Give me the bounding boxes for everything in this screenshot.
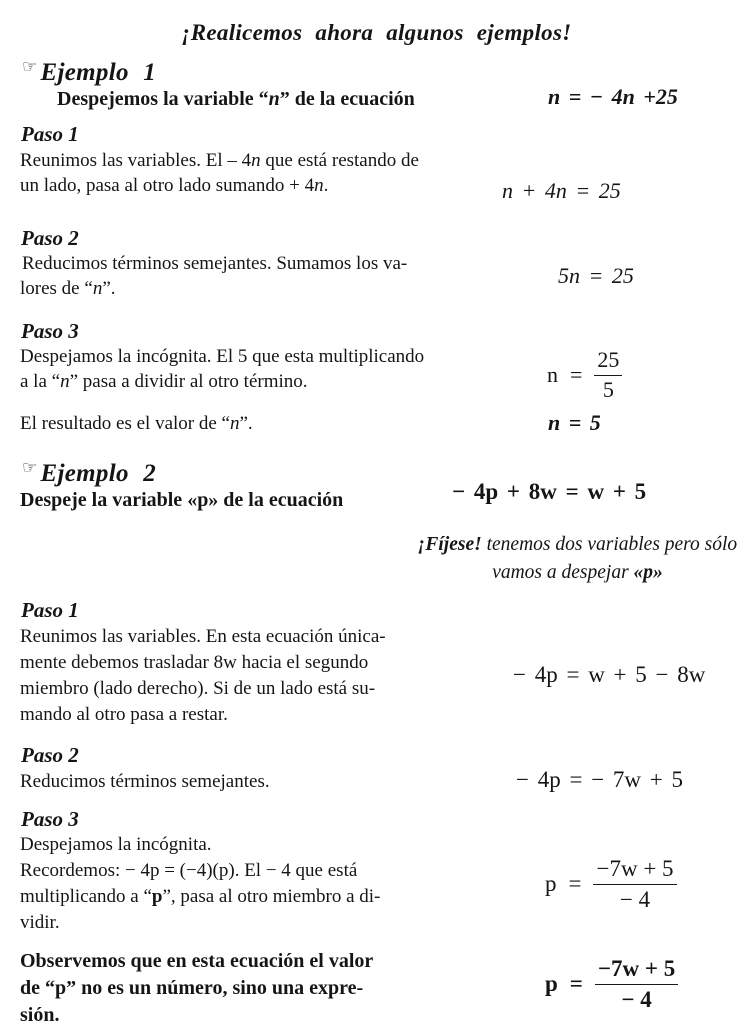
example2-paso2-text: Reducimos términos semejantes. (20, 771, 270, 792)
text-segment: . (323, 175, 329, 196)
example1-paso3-equation (547, 348, 622, 402)
page-title: ¡Realicemos ahora algunos ejemplos! (181, 20, 572, 45)
example1-heading-label: Ejemplo 1 (40, 59, 157, 86)
text-line: Recordemos: − 4p = (−4)(p). El − 4 que está (20, 860, 358, 881)
text-segment: que está restando de (260, 150, 419, 171)
variable-n: n (251, 150, 261, 171)
variable-n: n (92, 278, 103, 299)
fraction-numerator: −7w + 5 (597, 956, 676, 981)
example1-paso2-label: Paso 2 (21, 226, 79, 250)
example2-paso2-equation: − 4p = − 7w + 5 (516, 767, 683, 792)
example2-paso1-label: Paso 1 (21, 598, 79, 622)
fraction (594, 348, 622, 402)
text-line: sión. (20, 1004, 60, 1024)
text-segment: El resultado es el valor de “ (20, 413, 230, 434)
text-segment: lores de “ (20, 278, 93, 299)
example1-intro (57, 88, 415, 111)
text-line: Reunimos las variables. En esta ecuación única- (20, 626, 386, 647)
example1-intro-post: ” de la ecuación (279, 88, 415, 110)
fraction-denominator: − 4 (593, 884, 676, 913)
example2-paso2-label: Paso 2 (21, 743, 79, 767)
fraction-numerator: 25 (597, 347, 620, 372)
example2-paso1-text (20, 624, 386, 728)
text-line: mente debemos trasladar 8w hacia el segundo (20, 652, 369, 673)
text-line: vidir. (20, 912, 60, 933)
text-segment: ”. (102, 278, 116, 299)
example1-result-equation: n = 5 (548, 410, 601, 435)
text-line: Despejamos la incógnita. El 5 que esta multiplicando (20, 346, 425, 367)
variable-p: p (151, 886, 163, 907)
fraction (595, 956, 678, 1013)
text-segment: ” pasa a dividir al otro término. (69, 371, 308, 392)
example1-paso2-text (22, 251, 407, 301)
example2-conclusion-equation (545, 956, 678, 1013)
variable-n: n (229, 413, 240, 434)
equals-sign: = (568, 871, 582, 897)
example1-intro-pre: Despejemos la variable “ (57, 88, 269, 110)
pointing-hand-icon: ☞ (22, 458, 38, 478)
variable-p: «p» (633, 562, 663, 583)
variable-n: n (314, 175, 324, 196)
fijese-note (405, 531, 750, 587)
note-text: vamos a despejar (492, 562, 634, 583)
example2-heading-label: Ejemplo 2 (40, 460, 157, 487)
text-line: Observemos que en esta ecuación el valor (20, 950, 374, 972)
text-segment: a la “ (20, 371, 61, 392)
example1-paso1-text (20, 148, 419, 198)
equals-sign: = (569, 971, 583, 997)
example2-paso1-equation: − 4p = w + 5 − 8w (513, 662, 706, 687)
equation-lhs: p (545, 871, 557, 897)
note-text: tenemos dos variables pero sólo (481, 534, 738, 555)
example2-intro: Despeje la variable «p» de la ecuación (20, 489, 344, 511)
text-segment: un lado, pasa al otro lado sumando + 4 (20, 175, 315, 196)
example1-paso3-label: Paso 3 (21, 319, 79, 343)
text-line: Despejamos la incógnita. (20, 834, 212, 855)
equation-lhs: n (547, 362, 558, 388)
example1-paso1-label: Paso 1 (21, 122, 79, 146)
text-line: de “p” no es un número, sino una expre- (20, 977, 364, 999)
equals-sign: = (570, 362, 583, 388)
example1-intro-var: n (268, 88, 280, 110)
text-segment: Reunimos las variables. El – 4 (20, 150, 252, 171)
example1-paso3-text (20, 344, 424, 394)
example2-heading (22, 458, 156, 488)
example1-heading (22, 57, 156, 87)
example2-paso3-label: Paso 3 (21, 807, 79, 831)
text-segment: ”. (239, 413, 253, 434)
example2-paso3-text (20, 832, 380, 936)
pointing-hand-icon: ☞ (22, 57, 38, 77)
fraction-denominator: 5 (594, 375, 622, 403)
fraction-numerator: −7w + 5 (596, 856, 674, 881)
example1-paso1-equation: n + 4n = 25 (502, 178, 621, 203)
example2-conclusion (20, 948, 373, 1024)
fraction-denominator: − 4 (595, 984, 678, 1013)
example2-paso3-equation (545, 856, 677, 913)
text-line: Reducimos términos semejantes. Sumamos los va- (22, 253, 408, 274)
fraction (593, 856, 676, 913)
text-line: mando al otro pasa a restar. (20, 704, 228, 725)
note-exclamation: ¡Fíjese! (417, 534, 482, 555)
equation-lhs: p (545, 971, 558, 997)
variable-n: n (60, 371, 70, 392)
text-line: miembro (lado derecho). Si de un lado está su- (20, 678, 376, 699)
example2-intro-equation: − 4p + 8w = w + 5 (452, 479, 647, 504)
example1-intro-equation: n = − 4n +25 (548, 84, 678, 109)
text-segment: ”, pasa al otro miembro a di- (162, 886, 381, 907)
example1-paso2-equation: 5n = 25 (558, 263, 634, 288)
text-segment: multiplicando a “ (20, 886, 152, 907)
example1-result-text (20, 411, 253, 436)
